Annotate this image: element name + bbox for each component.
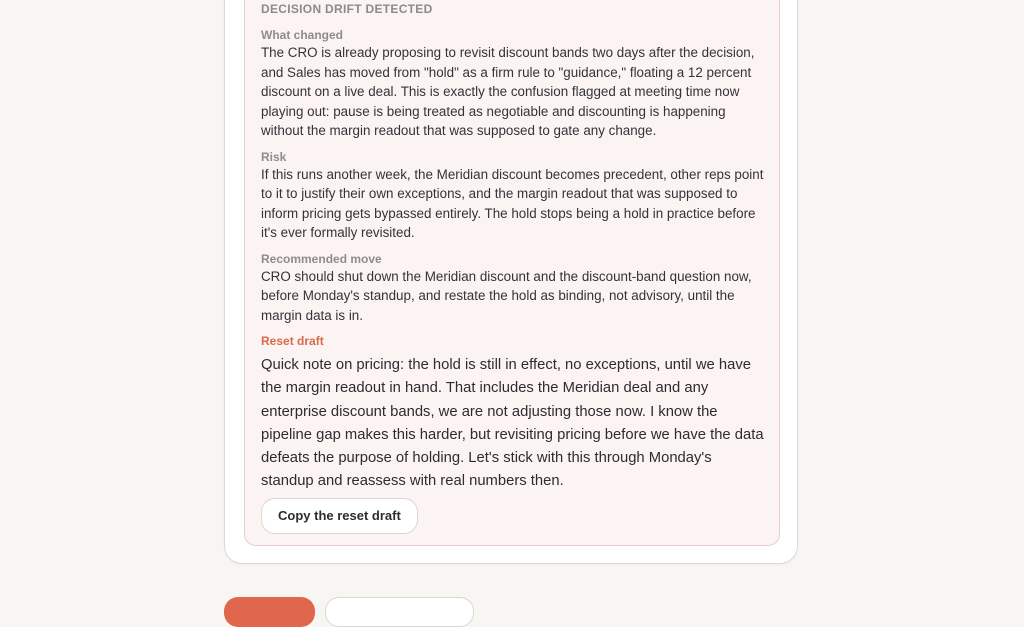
what-changed-text: The CRO is already proposing to revisit discount bands two days after the decision, and Sales has moved from "hold" as a firm rule to "guidance," floating a 12 percent discount on a live deal. This is exactly the confusion flagged at meeting time now playing out: pause is being treated as negotiable and discounting is happening without the margin readout that was supposed to gate any change.: [261, 45, 755, 138]
risk-text: If this runs another week, the Meridian discount becomes precedent, other reps point to it to justify their own exceptions, and the margin readout that was supposed to inform pricing gets bypassed entirely. The hold stops being a hold in practice before it's ever formally revisited.: [261, 166, 764, 240]
decision-drift-panel: [244, 0, 780, 546]
what-changed-label: What changed: [261, 28, 344, 42]
primary-action-button[interactable]: [224, 597, 315, 627]
reset-draft-label: Reset draft: [261, 334, 324, 348]
recommended-move-label: Recommended move: [261, 251, 382, 266]
drift-panel-title: DECISION DRIFT DETECTED: [261, 2, 433, 16]
risk-label: Risk: [261, 149, 287, 164]
reset-draft-text: Quick note on pricing: the hold is still in effect, no exceptions, until we have the margin readout in hand. That includes the Meridian deal and any enterprise discount bands, we are not adjusting those now. I know the pipeline gap makes this harder, but revisiting pricing before we have the data defeats the purpose of holding. Let's stick with this through Monday's standup and reassess with real numbers then.: [261, 357, 764, 490]
copy-reset-draft-button[interactable]: Copy the reset draft: [261, 498, 418, 534]
recommended-move-text: CRO should shut down the Meridian discount and the discount-band question now, before Monday's standup, and restate the hold as binding, not advisory, until the margin data is in.: [261, 268, 752, 323]
secondary-action-button[interactable]: [325, 597, 474, 627]
drift-panel-content: [261, 1, 765, 534]
